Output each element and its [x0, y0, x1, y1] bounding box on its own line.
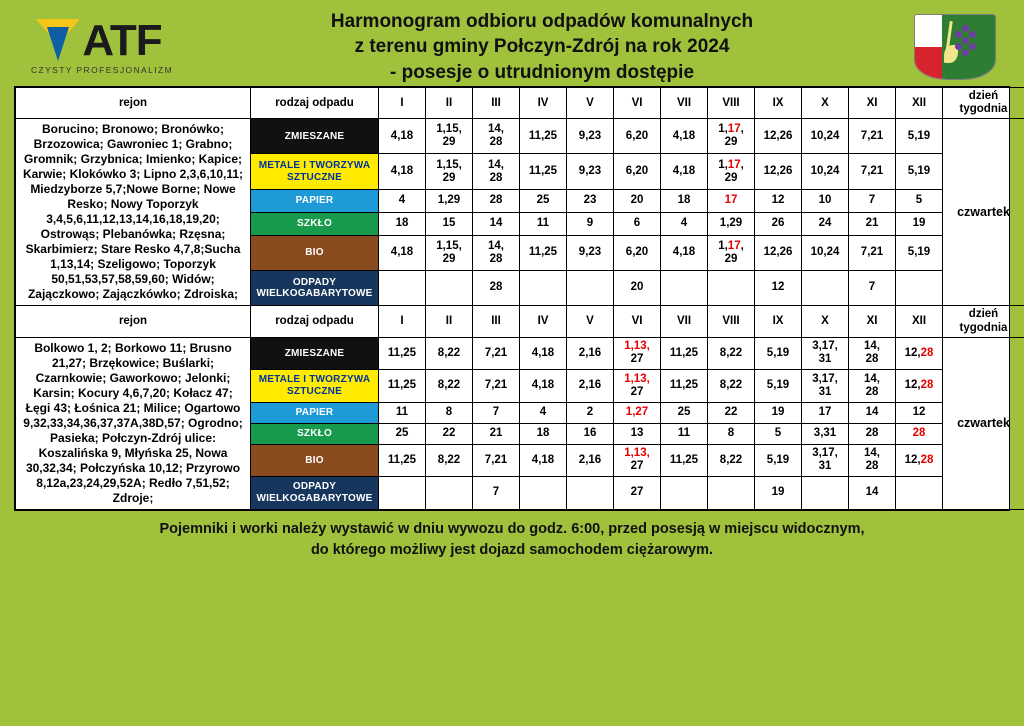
- schedule-date-cell: 1,15, 29: [426, 235, 473, 270]
- schedule-date-cell: 19: [755, 402, 802, 423]
- schedule-date-cell: [379, 270, 426, 306]
- dzien-tygodnia-cell: czwartek: [943, 337, 1024, 509]
- schedule-date-cell: 10,24: [802, 235, 849, 270]
- schedule-date-cell: 9,23: [567, 154, 614, 190]
- title-line-2: z terenu gminy Połczyn-Zdrój na rok 2024: [354, 36, 730, 58]
- schedule-date-cell: 20: [614, 270, 661, 306]
- schedule-date-cell: 26: [755, 212, 802, 235]
- schedule-date-cell: 7,21: [473, 444, 520, 476]
- column-header-month-8: VIII: [708, 88, 755, 119]
- company-logo: [14, 16, 184, 75]
- schedule-table-container: [14, 86, 1010, 511]
- schedule-date-cell: 2,16: [567, 444, 614, 476]
- schedule-date-cell: 1,13, 27: [614, 337, 661, 369]
- column-header-rejon: rejon: [16, 306, 251, 337]
- schedule-date-cell: 12,28: [896, 337, 943, 369]
- schedule-date-cell: 4,18: [379, 119, 426, 154]
- schedule-date-cell: 10: [802, 190, 849, 213]
- schedule-date-cell: 9,23: [567, 119, 614, 154]
- column-header-rodzaj-odpadu: rodzaj odpadu: [251, 306, 379, 337]
- schedule-date-cell: 14, 28: [473, 235, 520, 270]
- schedule-date-cell: 11: [379, 402, 426, 423]
- schedule-date-cell: 7,21: [849, 154, 896, 190]
- schedule-table: [15, 87, 1024, 510]
- column-header-dzien-tygodnia: dzień tygodnia: [943, 88, 1024, 119]
- waste-type-cell-gabaryty: ODPADY WIELKOGABARYTOWE: [251, 477, 379, 510]
- schedule-date-cell: 14, 28: [473, 154, 520, 190]
- schedule-date-cell: 15: [426, 212, 473, 235]
- logo-tagline: CZYSTY PROFESJONALIZM: [30, 65, 174, 75]
- schedule-date-cell: 8,22: [708, 444, 755, 476]
- column-header-month-4: IV: [520, 306, 567, 337]
- column-header-month-12: XII: [896, 88, 943, 119]
- column-header-rejon: rejon: [16, 88, 251, 119]
- schedule-date-cell: 11,25: [379, 337, 426, 369]
- column-header-month-5: V: [567, 306, 614, 337]
- schedule-date-cell: 5,19: [896, 235, 943, 270]
- schedule-date-cell: 5,19: [896, 154, 943, 190]
- schedule-date-cell: 3,31: [802, 423, 849, 444]
- schedule-date-cell: 25: [379, 423, 426, 444]
- schedule-date-cell: 18: [661, 190, 708, 213]
- schedule-date-cell: [896, 477, 943, 510]
- column-header-month-6: VI: [614, 88, 661, 119]
- schedule-date-cell: 14: [473, 212, 520, 235]
- schedule-date-cell: 8: [708, 423, 755, 444]
- waste-type-cell-bio: BIO: [251, 444, 379, 476]
- schedule-date-cell: 14, 28: [849, 337, 896, 369]
- schedule-date-cell: [426, 270, 473, 306]
- crest-container: [900, 14, 1010, 80]
- column-header-month-4: IV: [520, 88, 567, 119]
- schedule-date-cell: 8,22: [426, 444, 473, 476]
- column-header-month-7: VII: [661, 88, 708, 119]
- waste-type-cell-zmieszane: ZMIESZANE: [251, 337, 379, 369]
- column-header-month-11: XI: [849, 306, 896, 337]
- waste-type-cell-szklo: SZKŁO: [251, 212, 379, 235]
- schedule-date-cell: 19: [755, 477, 802, 510]
- schedule-date-cell: 6,20: [614, 235, 661, 270]
- schedule-date-cell: 6,20: [614, 154, 661, 190]
- schedule-date-cell: 12,26: [755, 154, 802, 190]
- schedule-date-cell: 10,24: [802, 119, 849, 154]
- schedule-date-cell: 4,18: [520, 337, 567, 369]
- schedule-date-cell: 11: [661, 423, 708, 444]
- schedule-date-cell: 1,13, 27: [614, 444, 661, 476]
- schedule-date-cell: 8: [426, 402, 473, 423]
- schedule-date-cell: 8,22: [426, 337, 473, 369]
- schedule-date-cell: 27: [614, 477, 661, 510]
- schedule-date-cell: 4,18: [379, 154, 426, 190]
- table-row: [16, 119, 1024, 154]
- column-header-dzien-tygodnia: dzień tygodnia: [943, 306, 1024, 337]
- schedule-date-cell: 4,18: [520, 370, 567, 403]
- schedule-date-cell: [802, 270, 849, 306]
- waste-type-cell-szklo: SZKŁO: [251, 423, 379, 444]
- schedule-date-cell: 11,25: [661, 370, 708, 403]
- schedule-date-cell: 21: [849, 212, 896, 235]
- schedule-date-cell: 14, 28: [849, 444, 896, 476]
- schedule-date-cell: 12,28: [896, 370, 943, 403]
- rejon-cell: Bolkowo 1, 2; Borkowo 11; Brusno 21,27; Brzękowice; Buślarki; Czarnkowie; Gaworkowo; Jelonki; Karsin; Kocury 4,6,7,20; Kołacz 47; Łęgi 43; Łośnica 21; Milice; Ogartowo 9,32,33,34,36,37,37A,38D,57; Ogrodno; Pasieka; Połczyn-Zdrój ulice: Koszalińska 9, Młyńska 25, Nowa 30,32,34; Połczyńska 10,12; Przyrowo 8,12a,23,24,29,52A; Redło 7,51,52; Zdroje;: [16, 337, 251, 509]
- schedule-date-cell: 25: [520, 190, 567, 213]
- schedule-date-cell: 7: [473, 402, 520, 423]
- column-header-month-7: VII: [661, 306, 708, 337]
- schedule-date-cell: 5: [896, 190, 943, 213]
- column-header-month-9: IX: [755, 88, 802, 119]
- schedule-date-cell: 11: [520, 212, 567, 235]
- schedule-date-cell: 5,19: [755, 337, 802, 369]
- schedule-date-cell: 11,25: [379, 370, 426, 403]
- schedule-date-cell: 10,24: [802, 154, 849, 190]
- schedule-date-cell: 7: [849, 270, 896, 306]
- schedule-date-cell: 12,28: [896, 444, 943, 476]
- column-header-month-6: VI: [614, 306, 661, 337]
- waste-type-cell-gabaryty: ODPADY WIELKOGABARYTOWE: [251, 270, 379, 306]
- schedule-date-cell: 11,25: [379, 444, 426, 476]
- table-header-row: [16, 306, 1024, 337]
- schedule-date-cell: [802, 477, 849, 510]
- schedule-date-cell: [426, 477, 473, 510]
- schedule-date-cell: 11,25: [520, 154, 567, 190]
- schedule-date-cell: 11,25: [661, 337, 708, 369]
- schedule-date-cell: 2,16: [567, 370, 614, 403]
- schedule-date-cell: [708, 477, 755, 510]
- waste-type-cell-metale: METALE I TWORZYWA SZTUCZNE: [251, 370, 379, 403]
- schedule-date-cell: 28: [473, 190, 520, 213]
- footer-line-1: Pojemniki i worki należy wystawić w dniu wywozu do godz. 6:00, przed posesją w miejscu widocznym,: [159, 520, 865, 537]
- logo-text: ATF: [82, 16, 162, 65]
- schedule-date-cell: 28: [849, 423, 896, 444]
- schedule-date-cell: 19: [896, 212, 943, 235]
- schedule-date-cell: [896, 270, 943, 306]
- column-header-month-2: II: [426, 88, 473, 119]
- footer-line-2: do którego możliwy jest dojazd samochodem ciężarowym.: [310, 541, 714, 558]
- table-header-row: [16, 88, 1024, 119]
- page-header: [10, 8, 1014, 86]
- schedule-date-cell: 5: [755, 423, 802, 444]
- schedule-date-cell: [708, 270, 755, 306]
- schedule-date-cell: 1,29: [426, 190, 473, 213]
- schedule-date-cell: 14, 28: [473, 119, 520, 154]
- schedule-date-cell: 4,18: [520, 444, 567, 476]
- schedule-date-cell: 11,25: [520, 235, 567, 270]
- waste-type-cell-zmieszane: ZMIESZANE: [251, 119, 379, 154]
- schedule-date-cell: 20: [614, 190, 661, 213]
- schedule-date-cell: 17: [802, 402, 849, 423]
- waste-type-cell-papier: PAPIER: [251, 190, 379, 213]
- page-title: [184, 9, 900, 84]
- schedule-date-cell: 8,22: [708, 370, 755, 403]
- schedule-date-cell: 7,21: [473, 337, 520, 369]
- footer-note: [10, 511, 1014, 561]
- schedule-date-cell: 25: [661, 402, 708, 423]
- schedule-date-cell: [567, 477, 614, 510]
- schedule-date-cell: [379, 477, 426, 510]
- column-header-month-3: III: [473, 306, 520, 337]
- dzien-tygodnia-cell: czwartek: [943, 119, 1024, 306]
- schedule-date-cell: 17: [708, 190, 755, 213]
- schedule-date-cell: 6,20: [614, 119, 661, 154]
- schedule-date-cell: 1,15, 29: [426, 119, 473, 154]
- schedule-date-cell: [661, 270, 708, 306]
- schedule-date-cell: 8,22: [426, 370, 473, 403]
- schedule-date-cell: 3,17, 31: [802, 370, 849, 403]
- schedule-date-cell: 18: [379, 212, 426, 235]
- schedule-date-cell: 4: [661, 212, 708, 235]
- column-header-month-11: XI: [849, 88, 896, 119]
- column-header-month-12: XII: [896, 306, 943, 337]
- schedule-date-cell: 12: [896, 402, 943, 423]
- rejon-cell: Borucino; Bronowo; Bronówko; Brzozowica; Gawroniec 1; Grabno; Gromnik; Grzybnica; Imienko; Kapice; Karwie; Klokówko 3; Lipno 2,3,6,10,11; Miedzyborze 5,7;Nowe Borne; Nowe Resko; Nowy Toporzyk 3,4,5,6,11,12,13,14,16,18,19,20; Ostrowąs; Plebanówka; Rzęsna; Skarbimierz; Stare Resko 4,7,8;Sucha 1,13,14; Szeligowo; Toporzyk 50,51,53,57,58,59,60; Widów; Zajączkowo; Zajączkówko; Zdroiska;: [16, 119, 251, 306]
- schedule-date-cell: 2: [567, 402, 614, 423]
- schedule-date-cell: 9: [567, 212, 614, 235]
- schedule-date-cell: 1,15, 29: [426, 154, 473, 190]
- schedule-date-cell: 5,19: [755, 370, 802, 403]
- schedule-date-cell: 1,29: [708, 212, 755, 235]
- coat-of-arms-icon: [914, 14, 996, 80]
- column-header-month-5: V: [567, 88, 614, 119]
- schedule-date-cell: 12,26: [755, 235, 802, 270]
- schedule-date-cell: 9,23: [567, 235, 614, 270]
- schedule-date-cell: 7,21: [849, 235, 896, 270]
- atf-triangle-logo-icon: [36, 19, 80, 63]
- schedule-date-cell: [567, 270, 614, 306]
- schedule-date-cell: 7,21: [473, 370, 520, 403]
- column-header-rodzaj-odpadu: rodzaj odpadu: [251, 88, 379, 119]
- schedule-date-cell: 4,18: [661, 235, 708, 270]
- schedule-date-cell: 22: [708, 402, 755, 423]
- column-header-month-10: X: [802, 88, 849, 119]
- schedule-date-cell: [661, 477, 708, 510]
- schedule-date-cell: 21: [473, 423, 520, 444]
- waste-type-cell-papier: PAPIER: [251, 402, 379, 423]
- schedule-date-cell: [520, 477, 567, 510]
- schedule-date-cell: 28: [896, 423, 943, 444]
- schedule-date-cell: 7,21: [849, 119, 896, 154]
- table-row: [16, 337, 1024, 369]
- schedule-date-cell: 3,17, 31: [802, 444, 849, 476]
- schedule-date-cell: 4: [520, 402, 567, 423]
- schedule-date-cell: 1,17, 29: [708, 235, 755, 270]
- schedule-date-cell: 28: [473, 270, 520, 306]
- schedule-date-cell: 8,22: [708, 337, 755, 369]
- schedule-date-cell: 14: [849, 402, 896, 423]
- schedule-date-cell: 4,18: [661, 119, 708, 154]
- schedule-date-cell: 23: [567, 190, 614, 213]
- schedule-date-cell: 22: [426, 423, 473, 444]
- schedule-date-cell: 7: [473, 477, 520, 510]
- title-line-1: Harmonogram odbioru odpadów komunalnych: [330, 11, 754, 33]
- schedule-date-cell: 5,19: [896, 119, 943, 154]
- title-line-3: - posesje o utrudnionym dostępie: [389, 61, 695, 83]
- column-header-month-8: VIII: [708, 306, 755, 337]
- column-header-month-2: II: [426, 306, 473, 337]
- schedule-date-cell: 4,18: [661, 154, 708, 190]
- schedule-date-cell: 18: [520, 423, 567, 444]
- schedule-date-cell: 16: [567, 423, 614, 444]
- schedule-date-cell: 4: [379, 190, 426, 213]
- schedule-date-cell: 5,19: [755, 444, 802, 476]
- waste-type-cell-bio: BIO: [251, 235, 379, 270]
- schedule-date-cell: 2,16: [567, 337, 614, 369]
- schedule-date-cell: 14, 28: [849, 370, 896, 403]
- schedule-date-cell: 1,27: [614, 402, 661, 423]
- schedule-date-cell: 1,17, 29: [708, 154, 755, 190]
- schedule-date-cell: 12: [755, 190, 802, 213]
- schedule-date-cell: 11,25: [520, 119, 567, 154]
- schedule-date-cell: [520, 270, 567, 306]
- column-header-month-10: X: [802, 306, 849, 337]
- schedule-date-cell: 4,18: [379, 235, 426, 270]
- column-header-month-1: I: [379, 88, 426, 119]
- waste-type-cell-metale: METALE I TWORZYWA SZTUCZNE: [251, 154, 379, 190]
- schedule-date-cell: 12: [755, 270, 802, 306]
- schedule-date-cell: 1,17, 29: [708, 119, 755, 154]
- schedule-date-cell: 11,25: [661, 444, 708, 476]
- schedule-date-cell: 12,26: [755, 119, 802, 154]
- schedule-date-cell: 6: [614, 212, 661, 235]
- schedule-date-cell: 7: [849, 190, 896, 213]
- schedule-date-cell: 14: [849, 477, 896, 510]
- column-header-month-1: I: [379, 306, 426, 337]
- column-header-month-3: III: [473, 88, 520, 119]
- column-header-month-9: IX: [755, 306, 802, 337]
- schedule-date-cell: 1,13, 27: [614, 370, 661, 403]
- schedule-date-cell: 3,17, 31: [802, 337, 849, 369]
- schedule-date-cell: 24: [802, 212, 849, 235]
- schedule-date-cell: 13: [614, 423, 661, 444]
